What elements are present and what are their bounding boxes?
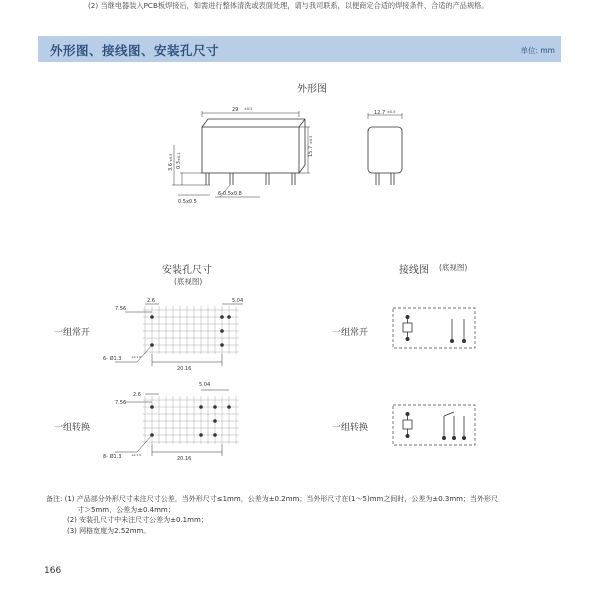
mount-top-pitch: 20.16 [177,366,192,372]
note-2: (2) 安装孔尺寸中未注尺寸公差为±0.1mm； [67,516,208,525]
dim-pin-h: 0.3 [176,161,182,169]
relay-front-body [202,127,299,173]
note-1-cont: 寸＞5mm，公差为±0.4mm； [77,505,175,514]
outline-drawing [160,105,430,215]
note-1: (1) 产品部分外形尺寸未注尺寸公差，当外形尺寸≤1mm，公差为±0.2mm；当外形尺寸在(1～5)mm之间时，公差为±0.3mm；当外形尺 [64,495,498,503]
dim-pin-len-tol: ±0.5 [169,153,173,162]
page-number: 166 [44,566,62,576]
dim-pin-h-tol: ±0.1 [177,152,181,161]
outline-title: 外形图 [297,84,327,95]
dim-height: 15.7 [308,145,314,157]
note-3: (3) 网格宽度为2.52mm。 [67,526,151,535]
dim-side-width: 12.7 [374,110,386,116]
unit-label: 单位: mm [520,46,555,55]
wiring-diagram-normally-open [390,305,480,355]
wiring-label-normally-open: 一组常开 [332,328,369,338]
top-note: (2) 当继电器装入PCB板焊接后，如需进行整体清洗或表面处理，请与我司联系，以便商定合适的焊接条件、合适的产品规格。 [88,1,489,10]
dim-pin-w: 0.5x0.5 [178,199,197,205]
dim-side-width-tol: ±0.5 [387,110,396,114]
row-label-normally-open: 一组常开 [54,328,91,338]
wiring-label-changeover: 一组转换 [332,423,369,433]
wiring-title: 接线图 [399,265,429,276]
dim-width-tol: ±0.5 [244,107,253,111]
mount-bottom-d2: 7.56 [115,400,127,406]
mount-bottom-d1: 2.6 [133,392,141,398]
relay-side-body [368,127,402,173]
wiring-subtitle: (底视图) [439,263,468,272]
row-label-changeover: 一组转换 [54,423,91,433]
mounting-hole-grid-changeover [95,380,265,470]
wiring-diagram-changeover [390,402,480,452]
mount-bottom-pitch: 20.16 [177,456,192,462]
mount-top-d3: 5.04 [232,298,244,304]
mount-top-hole: 6- Ø1.3 [103,356,122,362]
mount-top-hole-tol: +0.1 0 [131,355,142,359]
mount-bottom-hole: 8- Ø1.3 [103,454,122,460]
mount-bottom-hole-tol: +0.1 0 [131,453,142,457]
dim-pin-section: 6-0.5x0.8 [218,191,242,197]
mount-top-d1: 2.6 [147,298,155,304]
mount-bottom-d3: 5.04 [199,382,211,388]
notes-lead: 备注: [46,495,63,503]
mounting-subtitle: (底视图) [174,277,203,286]
notes [46,494,498,536]
dim-height-tol: ±0.5 [309,135,313,144]
mount-top-d2: 7.56 [115,306,127,312]
dim-width: 29 [232,107,239,113]
section-header [38,36,561,62]
mounting-hole-grid-normally-open [95,290,265,380]
dim-pin-len: 3.6 [168,163,174,171]
section-title: 外形图、接线图、安装孔尺寸 [50,43,220,58]
mounting-title: 安装孔尺寸 [162,265,212,276]
